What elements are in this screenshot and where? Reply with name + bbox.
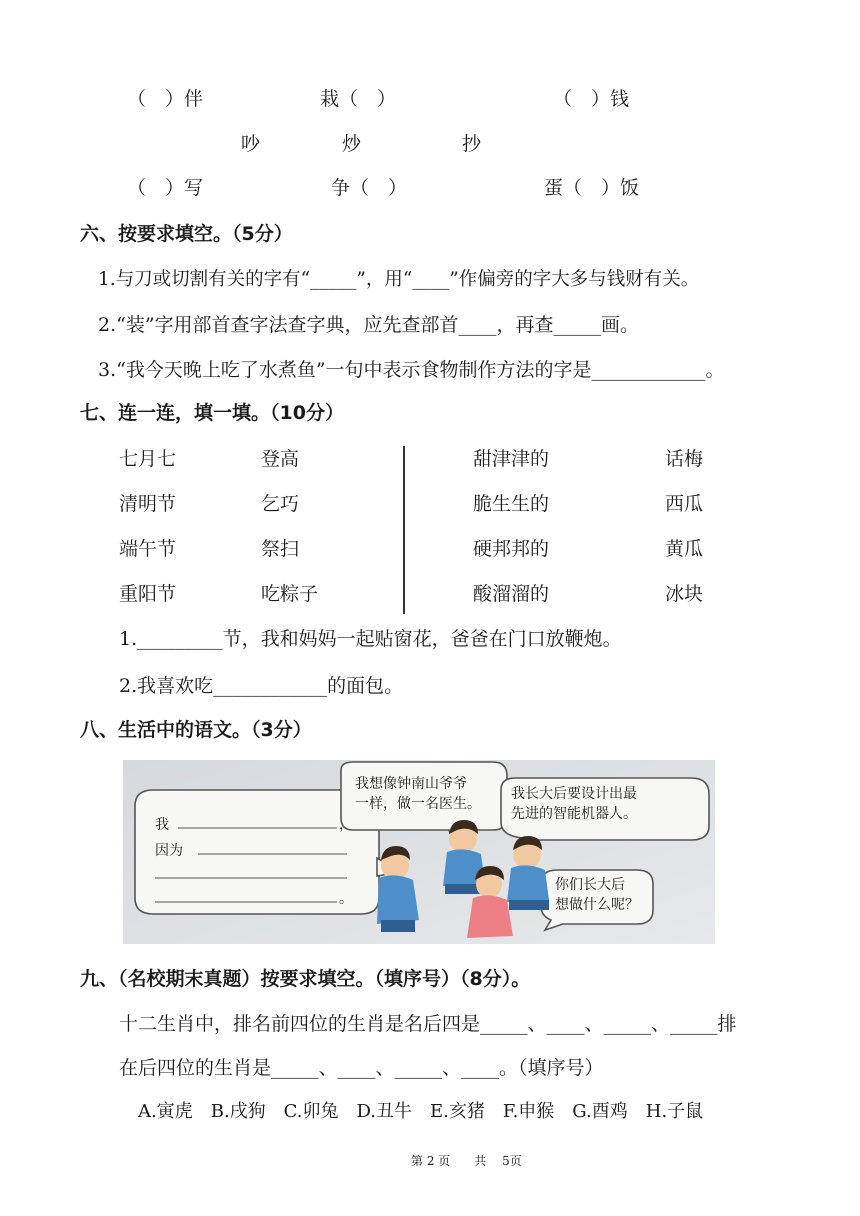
char-fill-3: （ ）钱 <box>553 88 630 110</box>
section9-line-2: 在后四位的生肖是_____、____、_____、____。（填序号） <box>119 1057 604 1079</box>
festival-name: 七月七 <box>119 448 177 470</box>
column-divider <box>403 446 405 614</box>
doctor-bubble-text <box>355 774 481 814</box>
section9-heading: 九、（名校期末真题）按要求填空。（填序号）（8分）。 <box>80 968 531 990</box>
char-fill-6: 蛋（ ）饭 <box>544 177 640 199</box>
robot-bubble-text <box>511 784 637 824</box>
answer-wo-label: 我 <box>155 817 169 833</box>
adjective: 硬邦邦的 <box>473 538 550 560</box>
robot-bubble-line: 我长大后要设计出最 <box>511 786 637 802</box>
question-bubble-text <box>555 875 639 915</box>
section6-heading: 六、按要求填空。（5分） <box>80 223 293 245</box>
doctor-bubble-line: 我想像钟南山爷爷 <box>355 776 467 792</box>
adjective: 脆生生的 <box>473 493 550 515</box>
noun: 冰块 <box>665 583 704 605</box>
noun: 话梅 <box>665 448 704 470</box>
custom-name: 乞巧 <box>261 493 300 515</box>
section7-item-1: 1._________节，我和妈妈一起贴窗花，爸爸在门口放鞭炮。 <box>119 628 622 650</box>
char-fill-2: 栽（ ） <box>320 88 397 110</box>
section8-heading: 八、生活中的语文。（3分） <box>80 719 312 741</box>
noun: 黄瓜 <box>665 538 704 560</box>
section9-options: A.寅虎 B.戌狗 C.卯兔 D.丑牛 E.亥猪 F.申猴 G.酉鸡 H.子鼠 <box>138 1101 704 1122</box>
festival-name: 重阳节 <box>119 583 177 605</box>
answer-yinwei-label: 因为 <box>155 843 183 859</box>
festival-name: 清明节 <box>119 493 177 515</box>
doctor-bubble-line: 一样，做一名医生。 <box>355 796 481 812</box>
section6-item-1: 1.与刀或切割有关的字有“_____”，用“____”作偏旁的字大多与钱财有关。 <box>98 269 700 290</box>
char-option-1: 吵 <box>241 133 261 155</box>
question-bubble-line: 想做什么呢？ <box>555 897 639 913</box>
section6-item-3: 3.“我今天晚上吃了水煮鱼”一句中表示食物制作方法的字是____________。 <box>98 359 725 381</box>
adjective: 酸溜溜的 <box>473 583 550 605</box>
char-fill-1: （ ）伴 <box>127 88 204 110</box>
festival-name: 端午节 <box>119 538 177 560</box>
section9-line-1: 十二生肖中，排名前四位的生肖是名后四是_____、____、_____、_____排 <box>119 1013 737 1035</box>
section6-item-2: 2.“装”字用部首查字法查字典，应先查部首____，再查_____画。 <box>98 314 640 336</box>
section7-item-2: 2.我喜欢吃____________的面包。 <box>119 675 404 697</box>
illustration-photo <box>123 760 715 944</box>
char-fill-5: 争（ ） <box>331 177 408 199</box>
question-bubble-line: 你们长大后 <box>555 877 625 893</box>
char-fill-4: （ ）写 <box>127 177 204 199</box>
custom-name: 祭扫 <box>261 538 300 560</box>
noun: 西瓜 <box>665 493 704 515</box>
answer-period: 。 <box>339 891 353 907</box>
char-option-2: 炒 <box>342 133 362 155</box>
section7-heading: 七、连一连，填一填。（10分） <box>80 402 344 424</box>
custom-name: 登高 <box>261 448 300 470</box>
char-option-3: 抄 <box>462 133 482 155</box>
answer-comma: ， <box>339 817 353 833</box>
adjective: 甜津津的 <box>473 448 550 470</box>
robot-bubble-line: 先进的智能机器人。 <box>511 806 637 822</box>
page-footer: 第 2 页 共 5页 <box>411 1154 522 1168</box>
custom-name: 吃粽子 <box>261 583 319 605</box>
